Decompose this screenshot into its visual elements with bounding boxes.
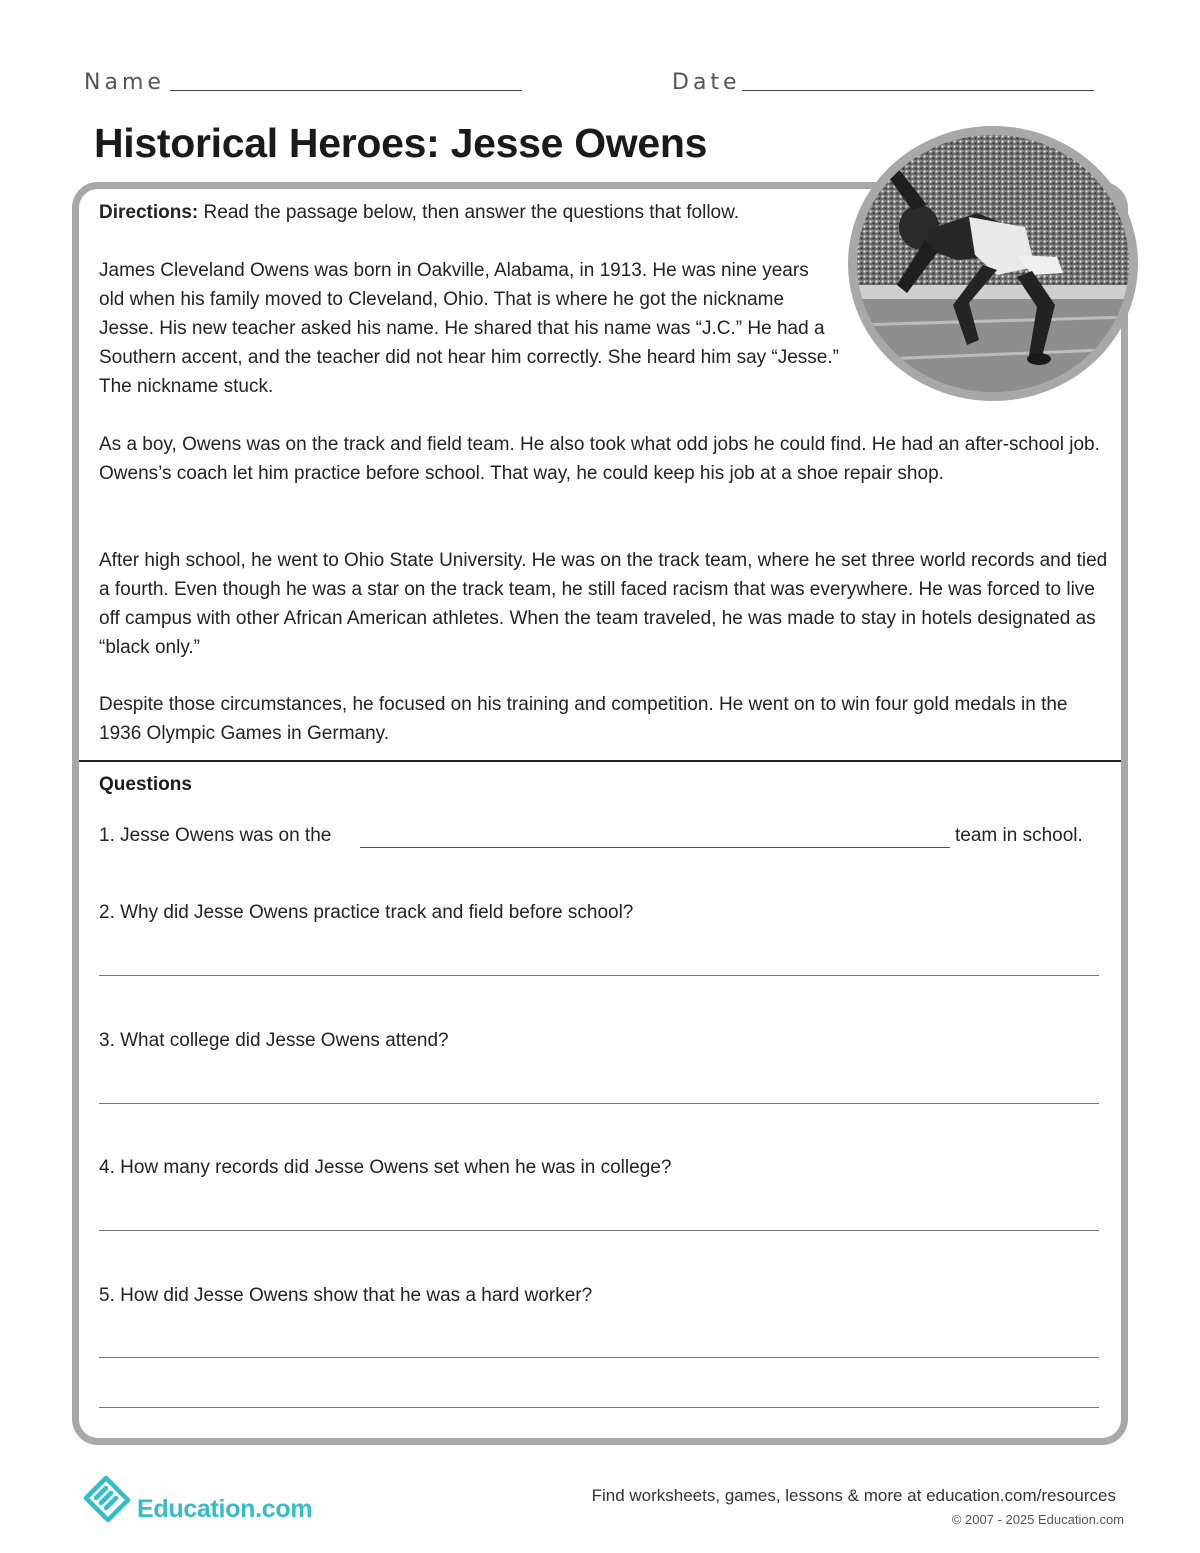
- question-4: 4. How many records did Jesse Owens set when he was in college?: [99, 1157, 672, 1178]
- education-logo-text[interactable]: Education.com: [137, 1495, 313, 1523]
- question-3: 3. What college did Jesse Owens attend?: [99, 1030, 449, 1051]
- directions-label: Directions:: [99, 202, 199, 223]
- worksheet-title: Historical Heroes: Jesse Owens: [94, 120, 708, 166]
- answer-line[interactable]: [99, 1357, 1099, 1358]
- runner-photo-icon: [857, 135, 1129, 392]
- question-1: 1. Jesse Owens was on the: [99, 825, 332, 846]
- jesse-owens-photo: [848, 126, 1138, 401]
- question-1-blank[interactable]: [360, 847, 950, 848]
- footer-promo: Find worksheets, games, lessons & more at education.com/resources: [591, 1486, 1116, 1505]
- question-2: 2. Why did Jesse Owens practice track and field before school?: [99, 902, 634, 923]
- passage-paragraph: After high school, he went to Ohio State University. He was on the track team, where he set three world records and tied a fourth. Even though he was a star on the track team, he still faced racism that was everywhere. He was forced to live off campus with other African American athletes. When the team traveled, he was made to stay in hotels designated as “black only.”: [99, 550, 1108, 658]
- directions: [99, 198, 739, 227]
- answer-line[interactable]: [99, 975, 1099, 976]
- passage-paragraph: Despite those circumstances, he focused on his training and competition. He went on to win four gold medals in the 1936 Olympic Games in Germany.: [99, 694, 1068, 744]
- date-label: Date: [672, 70, 741, 95]
- footer-copyright: © 2007 - 2025 Education.com: [951, 1512, 1124, 1527]
- passage-paragraph: James Cleveland Owens was born in Oakville, Alabama, in 1913. He was nine years old when his family moved to Cleveland, Ohio. That is where he got the nickname Jesse. His new teacher asked his name. He shared that his name was “J.C.” He had a Southern accent, and the teacher did not hear him correctly. She heard him say “Jesse.” The nickname stuck.: [99, 260, 839, 397]
- name-label: Name: [84, 70, 165, 95]
- name-field[interactable]: [170, 90, 522, 91]
- directions-text: Read the passage below, then answer the questions that follow.: [198, 202, 740, 223]
- section-divider: [79, 760, 1121, 762]
- education-logo-icon: [82, 1472, 134, 1524]
- answer-line[interactable]: [99, 1407, 1099, 1408]
- passage-paragraph: As a boy, Owens was on the track and field team. He also took what odd jobs he could find. He had an after-school job. Owens’s coach let him practice before school. That way, he could keep his job at a shoe repair shop.: [99, 434, 1100, 484]
- question-5: 5. How did Jesse Owens show that he was a hard worker?: [99, 1285, 593, 1306]
- answer-line[interactable]: [99, 1230, 1099, 1231]
- questions-heading: Questions: [99, 774, 192, 795]
- answer-line[interactable]: [99, 1103, 1099, 1104]
- date-field[interactable]: [742, 90, 1094, 91]
- question-1-end: team in school.: [955, 825, 1083, 846]
